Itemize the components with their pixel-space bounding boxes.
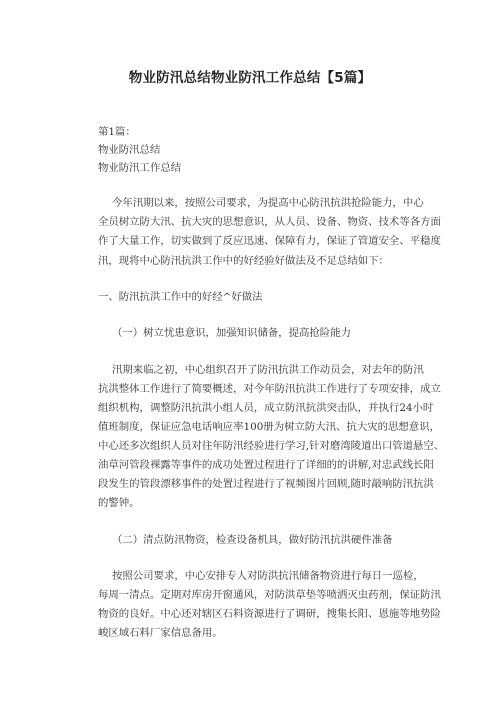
paragraph-line: 物资的良好。中心还对辖区石料资源进行了调研，搜集长阳、恩施等地势险: [98, 608, 441, 620]
subsection-heading: （一）树立忧患意识，加强知识储备，提高抢险能力: [112, 327, 351, 339]
paragraph-line: 的警钟。: [98, 497, 140, 509]
paragraph-line: 按照公司要求，中心安排专人对防洪抗汛储备物资进行每日一巡检，: [112, 570, 424, 582]
subtitle-line: 物业防汛总结: [98, 144, 161, 156]
paragraph-line: 汛，现将中心防汛抗洪工作中的好经验好做法及不足总结如下：: [98, 255, 389, 267]
part-label: 第1篇：: [98, 126, 136, 138]
paragraph-line: 今年汛期以来，按照公司要求，为提高中心防汛抗洪抢险能力，中心: [112, 197, 424, 209]
document-title: 物业防汛总结物业防汛工作总结【5篇】: [128, 70, 372, 86]
paragraph-line: 值班制度，保证应急电话响应率100册为树立防大汛、抗大灾的思想意识，: [98, 421, 440, 433]
section-heading: 一、防汛抗洪工作中的好经^好做法: [98, 291, 263, 303]
subtitle-line: 物业防汛工作总结: [98, 162, 182, 174]
paragraph-line: 汛期来临之初，中心组织召开了防汛抗洪工作动员会，对去年的防汛: [112, 364, 424, 376]
paragraph-line: 抗洪整体工作进行了简要概述，对今年防汛抗洪工作进行了专项安排，成立: [98, 383, 441, 395]
paragraph-line: 油草河管段裸露等事件的成功处置过程进行了详细的的讲解,对忠武线长阳: [98, 459, 434, 471]
subsection-heading: （二）清点防汛物资，检查设备机具，做好防汛抗洪硬件准备: [112, 534, 393, 546]
paragraph-line: 全员树立防大汛、抗大灾的思想意识，从人员、设备、物资、技术等各方面: [98, 216, 441, 228]
paragraph-line: 组织机构，调整防汛抗洪小组人员，成立防汛抗洪突击队，并执行24小时: [98, 402, 434, 414]
paragraph-line: 作了大量工作，切实做到了反应迅速、保障有力，保证了管道安全、平稳度: [98, 235, 441, 247]
paragraph-line: 每周一清点。定期对库房开窗通风，对防洪草垫等喷洒灭虫药剂，保证防汛: [98, 589, 441, 601]
paragraph-line: 峻区域石料厂家信息备用。: [98, 627, 223, 639]
paragraph-line: 段发生的管段漂移事件的处置过程进行了视频图片回顾,随时敲响防汛抗洪: [98, 478, 434, 490]
paragraph-line: 中心还多次组织人员对往年防汛经验进行学习,针对磨湾陵道出口管道悬空、: [98, 440, 445, 452]
